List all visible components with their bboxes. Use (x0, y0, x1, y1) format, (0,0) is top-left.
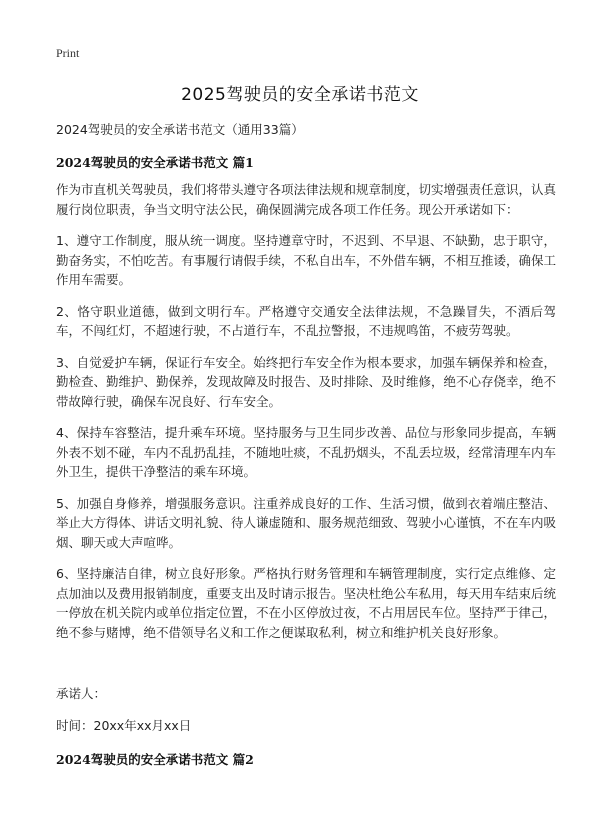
commitment-paragraph-5: 5、加强自身修养，增强服务意识。注重养成良好的工作、生活习惯，做到衣着端庄整洁、举止大方得体、讲话文明礼貌、待人谦虚随和、服务规范细致、驾驶小心谨慎，不在车内吸烟、聊天或大声喧哗。 (56, 495, 557, 550)
commitment-paragraph-2: 2、恪守职业道德，做到文明行车。严格遵守交通安全法律法规，不急躁冒失，不酒后驾车，不闯红灯，不超速行驶，不占道行车，不乱拉警报，不违规鸣笛，不疲劳驾驶。 (56, 303, 556, 338)
commitment-paragraph-1: 1、遵守工作制度，服从统一调度。坚持遵章守时，不迟到、不早退、不缺勤，忠于职守，勤奋务实，不怕吃苦。有事履行请假手续，不私自出车，不外借车辆，不相互推诿，确保工作用车需要。 (56, 233, 557, 287)
document-title: 2025驾驶员的安全承诺书范文 (181, 85, 419, 105)
section-heading-1: 2024驾驶员的安全承诺书范文 篇1 (56, 155, 254, 170)
intro-paragraph: 作为市直机关驾驶员，我们将带头遵守各项法律法规和规章制度，切实增强责任意识，认真履行岗位职责，争当文明守法公民，确保圆满完成各项工作任务。现公开承诺如下： (56, 182, 557, 217)
print-label: Print (56, 46, 80, 60)
commitment-paragraph-6: 6、坚持廉洁自律，树立良好形象。严格执行财务管理和车辆管理制度，实行定点维修、定点加油以及费用报销制度，重要支出及时请示报告。坚决杜绝公车私用，每天用车结束后统一停放在机关院内或单位指定位置，不在小区停放过夜，不占用居民车位。坚持严于律己，绝不参与赌博，绝不借领导名义和工作之便谋取私利，树立和维护机关良好形象。 (56, 566, 557, 640)
time-label: 时间：20xx年xx月xx日 (56, 718, 192, 733)
commitment-paragraph-3: 3、自觉爱护车辆，保证行车安全。始终把行车安全作为根本要求，加强车辆保养和检查，勤检查、勤维护、勤保养，发现故障及时报告、及时排除、及时维修，绝不心存侥幸，绝不带故障行驶，确保车况良好、行车安全。 (56, 354, 557, 409)
document-subtitle: 2024驾驶员的安全承诺书范文（通用33篇） (56, 122, 304, 137)
promisor-label: 承诺人： (56, 686, 107, 701)
document-body (56, 180, 556, 654)
section-heading-2: 2024驾驶员的安全承诺书范文 篇2 (56, 752, 254, 767)
commitment-paragraph-4: 4、保持车容整洁，提升乘车环境。坚持服务与卫生同步改善、品位与形象同步提高，车辆外表不划不碰，车内不乱扔乱挂，不随地吐痰，不乱扔烟头，不乱丢垃圾，经常清理车内车外卫生，提供干净整洁的乘车环境。 (56, 425, 557, 479)
